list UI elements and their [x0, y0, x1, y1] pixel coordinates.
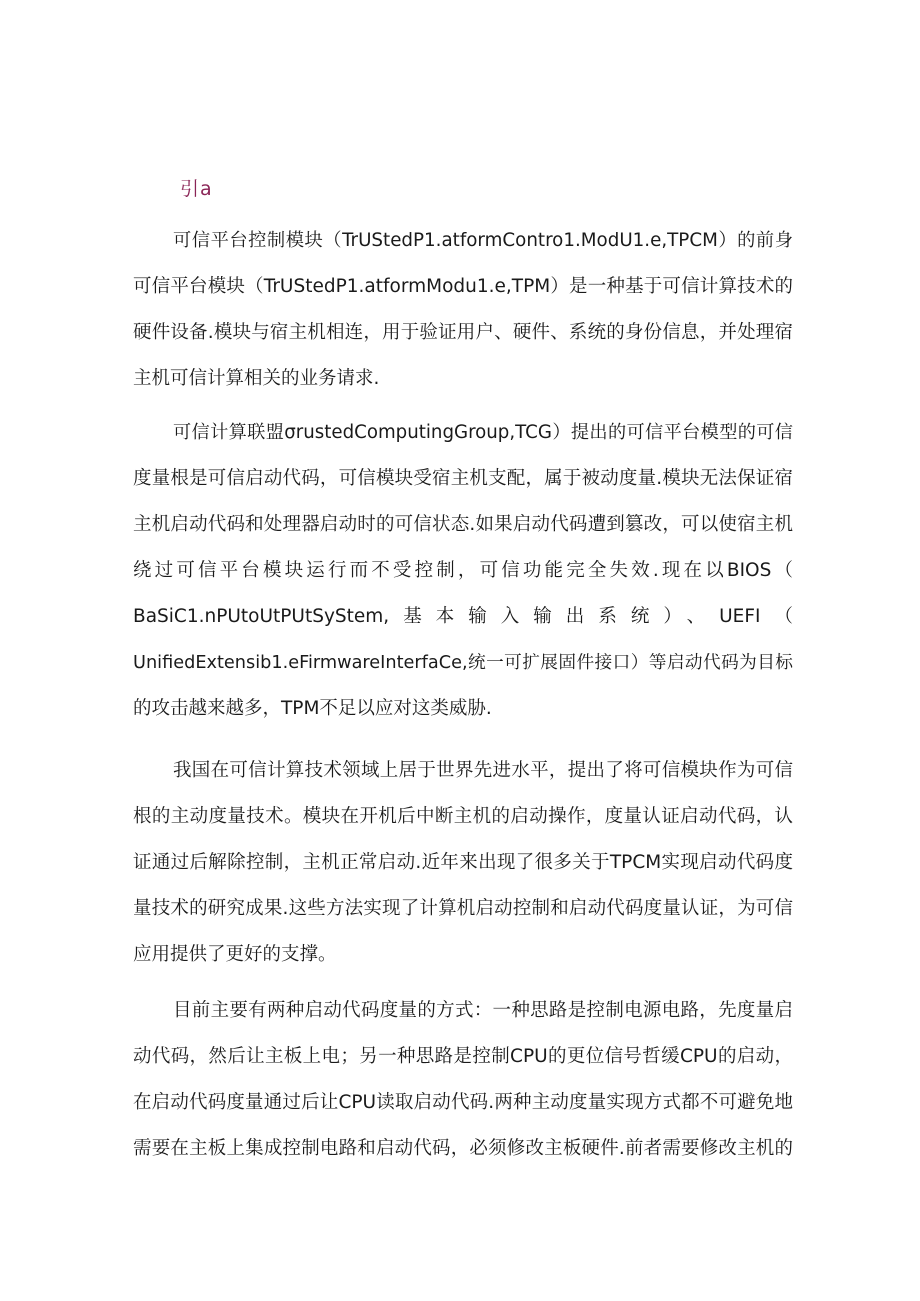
- text-line: 度量根是可信启动代码，可信模块受宿主机支配，属于被动度量.模块无法保证宿: [133, 468, 793, 489]
- text-line: BaSiC1.nPUtoUtPUtSyStem,基本输入输出系统）、UEFI（: [133, 606, 793, 627]
- text-line: 主机启动代码和处理器启动时的可信状态.如果启动代码遭到篡改，可以使宿主机: [133, 514, 793, 535]
- text-line: 需要在主板上集成控制电路和启动代码，必须修改主板硬件.前者需要修改主机的: [133, 1138, 793, 1159]
- text-line: 应用提供了更好的支撑。: [133, 944, 337, 965]
- text-line: 绕过可信平台模块运行而不受控制，可信功能完全失效.现在以BIOS（: [133, 560, 793, 581]
- text-line: 证通过后解除控制，主机正常启动.近年来出现了很多关于TPCM实现启动代码度: [133, 852, 793, 873]
- text-line: 在启动代码度量通过后让CPU读取启动代码.两种主动度量实现方式都不可避免地: [133, 1092, 793, 1113]
- text-line: 硬件设备.模块与宿主机相连，用于验证用户、硬件、系统的身份信息，并处理宿: [133, 322, 793, 343]
- section-heading: 引a: [180, 178, 213, 200]
- text-line: 我国在可信计算技术领域上居于世界先进水平，提出了将可信模块作为可信: [173, 760, 793, 781]
- text-line: 可信平台模块（TrUStedP1.atformModu1.e,TPM）是一种基于可信计算技术的: [133, 276, 793, 297]
- paragraph-1: [133, 218, 793, 402]
- text-line: 的攻击越来越多，TPM不足以应对这类威胁.: [133, 698, 492, 719]
- text-line: 可信计算联盟σrustedComputingGroup,TCG）提出的可信平台模型的可信: [173, 422, 793, 443]
- text-line: 根的主动度量技术。模块在开机后中断主机的启动操作，度量认证启动代码，认: [133, 806, 793, 827]
- text-line: 量技术的研究成果.这些方法实现了计算机启动控制和启动代码度量认证，为可信: [133, 898, 793, 919]
- paragraph-4: [133, 988, 793, 1172]
- paragraph-3: [133, 748, 793, 978]
- paragraph-2: [133, 410, 793, 732]
- text-line: UnifiedExtensib1.eFirmwareInterfaCe,统一可扩展固件接口）等启动代码为目标: [133, 653, 793, 673]
- text-line: 动代码，然后让主板上电；另一种思路是控制CPU的更位信号哲缓CPU的启动，: [133, 1046, 793, 1067]
- text-line: 主机可信计算相关的业务请求.: [133, 368, 380, 389]
- text-line: 可信平台控制模块（TrUStedP1.atformContro1.ModU1.e,TPCM）的前身: [173, 230, 793, 251]
- text-line: 目前主要有两种启动代码度量的方式：一种思路是控制电源电路，先度量启: [173, 1000, 793, 1021]
